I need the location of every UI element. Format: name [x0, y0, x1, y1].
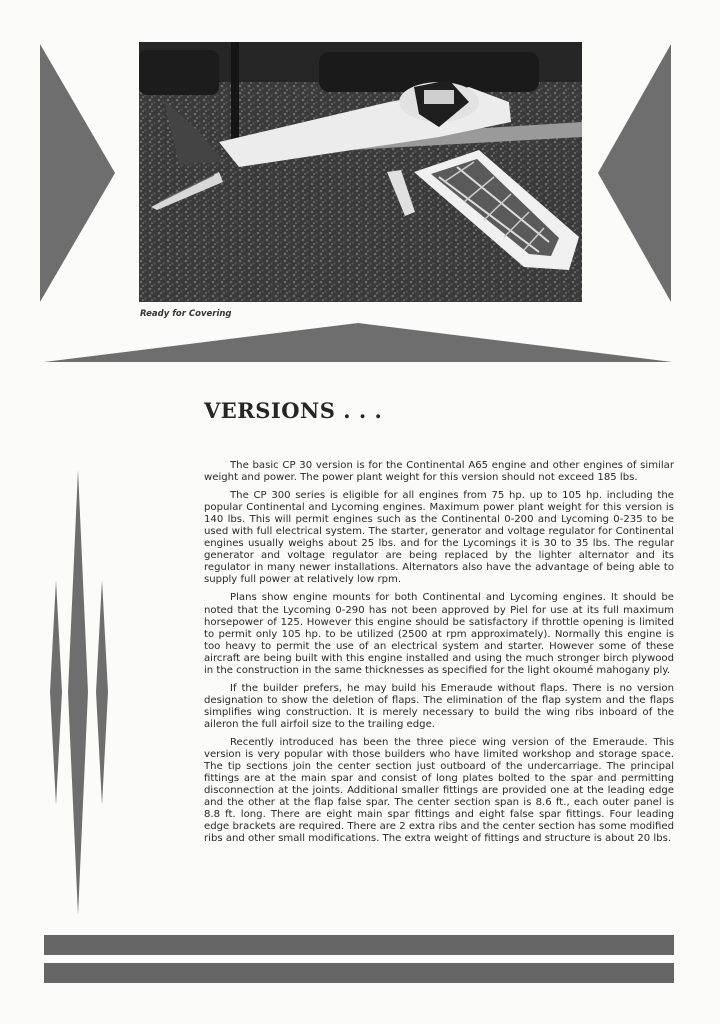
- photo-caption: Ready for Covering: [140, 309, 232, 319]
- paragraph: The CP 300 series is eligible for all engines from 75 hp. up to 105 hp. including the popular Continental and Lycoming engines. Maximum power plant weight for this version is 140 lbs. This will permit engines such as the Continental 0-200 and Lycoming 0-235 to be used with full electrical system. The starter, generator and voltage regulator for Continental engines usually weighs about 25 lbs. and for the Lycomings it is 30 to 35 lbs. The regular generator and voltage regulator are being replaced by the lighter alternator and its regulator in many newer installations. Alternators also have the advantage of being able to supply full power at relatively low rpm.: [204, 490, 674, 586]
- diamond-ornament-center: [68, 470, 88, 915]
- footer-bar-top: [44, 935, 674, 955]
- paragraph: The basic CP 30 version is for the Continental A65 engine and other engines of similar weight and power. The power plant weight for this version should not exceed 185 lbs.: [204, 460, 674, 484]
- diamond-ornament-left: [50, 580, 62, 805]
- paragraph: Recently introduced has been the three piece wing version of the Emeraude. This version is very popular with those builders who have limited workshop and storage space. The tip sections join the center section just outboard of the undercarriage. The principal fittings are at the main spar and consist of long plates bolted to the spar and permitting disconnection at the joints. Additional smaller fittings are provided one at the leading edge and the other at the flap false spar. The center section span is 8.6 ft., each outer panel is 8.8 ft. long. There are eight main spar fittings and eight false spar fittings. Four leading edge brackets are required. There are 2 extra ribs and the center section has some modified ribs and other small modifications. The extra weight of fittings and structure is about 20 lbs.: [204, 736, 674, 845]
- paragraph: If the builder prefers, he may build his Emeraude without flaps. There is no version designation to show the deletion of flaps. The elimination of the flap system and the flaps simplifies wing construction. It is merely necessary to build the wing ribs inboard of the aileron the full airfoil size to the trailing edge.: [204, 682, 674, 730]
- divider-ornament: [44, 323, 672, 363]
- footer-bar-bottom: [44, 963, 674, 983]
- left-triangle-ornament: [40, 44, 116, 302]
- pole: [231, 42, 239, 142]
- parked-car-left: [139, 50, 219, 95]
- paragraph: Plans show engine mounts for both Continental and Lycoming engines. It should be noted that the Lycoming 0-290 has not been approved by Piel for use at its full maximum horsepower of 125. However this engine should be satisfactory if throttle opening is limited to permit only 105 hp. to be utilized (2500 at rpm approximately). Normally this engine is too heavy to permit the use of an electrical system and starter. However some of these aircraft are being built with this engine installed and using the much stronger birch plywood in the construction in the same thicknesses as specified for the light okoumé mahogany ply.: [204, 592, 674, 676]
- diamond-ornament-right: [96, 580, 108, 805]
- aircraft-photo-drawing: [139, 42, 582, 302]
- section-title: VERSIONS . . .: [204, 398, 383, 423]
- aircraft-photo: [139, 42, 582, 302]
- diamond-ornament-group: [40, 470, 120, 915]
- versions-body: [204, 460, 674, 851]
- right-triangle-ornament: [598, 44, 672, 302]
